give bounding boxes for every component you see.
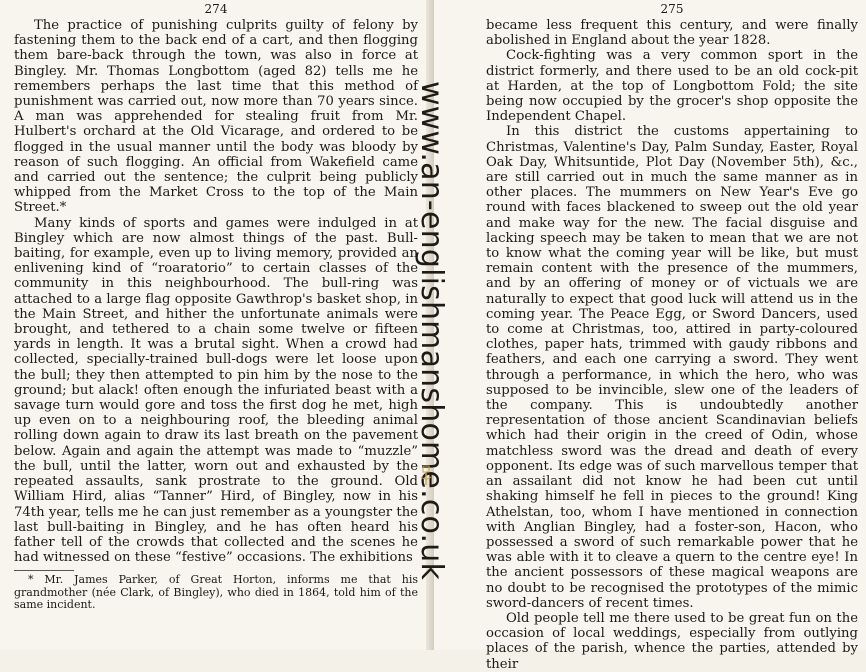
crest-seal-icon bbox=[419, 465, 433, 487]
right-page-body bbox=[486, 18, 858, 672]
paragraph-cock-fighting: Cock-fighting was a very common sport in the district formerly, and there used to be an old cock-pit at Harden, at the top of Longbottom Fold; the site being now occupied by the grocer's shop opposite the Independent Chapel. bbox=[486, 48, 858, 125]
paragraph-weddings: Old people tell me there used to be great fun on the occasion of local weddings, especially from outlying places of the parish, whence the parties, attended by their bbox=[486, 610, 858, 672]
watermark-text: www.an-englishmanshome.co.uk bbox=[414, 80, 450, 580]
footnote-rule bbox=[14, 570, 74, 571]
left-page-body bbox=[14, 18, 418, 565]
paragraph-customs: In this district the customs appertaining to Christmas, Valentine's Day, Palm Sunday, Easter, Royal Oak Day, Whitsuntide, Plot Day (November 5th), &c., are still carried out in much the same manner as in other places. The mummers on New Year's Eve go round with faces blackened to sweep out the old year and make way for the new. The facial disguise and lacking speech may be taken to mean that we are not to know what the coming year will be like, but must remain content with the presence of the mummers, and by an offering of money or of victuals we are naturally to expect that good luck will attend us in the coming year. The Peace Egg, or Sword Dancers, used to come at Christmas, too, attired in party-coloured clothes, paper hats, trimmed with gaudy ribbons and feathers, and each one carrying a sword. They went through a performance, in which the hero, who was supposed to be invincible, slew one of the leaders of the company. This is undoubtedly another representation of those ancient Scandinavian beliefs which had their origin in the creed of Odin, whose matchless sword was the dread and death of every opponent. Its edge was of such marvellous temper that an assailant did not know he had been cut until shaking himself he fell in pieces to the ground! King Athelstan, too, whom I have mentioned in connection with Anglian Bingley, had a foster-son, Hacon, who possessed a sword of such remarkable power that he was able with it to cleave a quern to the centre eye! In the ancient possessors of these magical weapons are no doubt to be recognised the prototypes of the mimic sword-dancers of recent times. bbox=[486, 124, 858, 611]
paragraph-bull-baiting: Many kinds of sports and games were indulged in at Bingley which are now almost things of the past. Bull-baiting, for example, even up to living memory, provided an enlivening kind of “roaratorio” to certain classes of the community in this neighbourhood. The bull-ring was attached to a large flag opposite Gawthrop's basket shop, in the Main Street, and hither the unfortunate animals were brought, and tethered to a chain some twelve or fifteen yards in length. It was a brutal sight. When a crowd had collected, specially-trained bull-dogs were let loose upon the bull; they then attempted to pin him by the nose to the ground; but alack! often enough the infuriated beast with a savage turn would gore and toss the first dog he met, high up even on to a neighbouring roof, the bleeding animal rolling down again to draw its last breath on the pavement below. Again and again the attempt was made to “muzzle” the bull, until the latter, worn out and exhausted by the repeated assaults, sank prostrate to the ground. Old William Hird, alias “Tanner” Hird, of Bingley, now in his 74th year, tells me he can just remember as a youngster the last bull-baiting in Bingley, and he has often heard his father tell of the crowds that collected and the scenes he had witnessed on these “festive” occasions. The exhibitions bbox=[14, 215, 418, 566]
right-page bbox=[434, 0, 866, 672]
paragraph-flogging: The practice of punishing culprits guilty of felony by fastening them to the back end of a cart, and then flogging them bare-back through the town, was also in force at Bingley. Mr. Thomas Longbottom (aged 82) tells me he remembers perhaps the last time that this method of punishment was carried out, now more than 70 years since. A man was apprehended for stealing fruit from Mr. Hulbert's orchard at the Old Vicarage, and ordered to be flogged in the usual manner until the body was bloody by reason of such flogging. An official from Wakefield came and carried out the sentence; the culprit being publicly whipped from the Market Cross to the top of the Main Street.* bbox=[14, 18, 418, 216]
left-page-number: 274 bbox=[204, 2, 228, 16]
footnote: * Mr. James Parker, of Great Horton, informs me that his grandmother (née Clark, of Bingley), who died in 1864, told him of the same incident. bbox=[14, 573, 418, 612]
right-page-number: 275 bbox=[660, 2, 684, 16]
paragraph-continuation: became less frequent this century, and were finally abolished in England about the year 1828. bbox=[486, 18, 858, 49]
left-page bbox=[0, 0, 434, 650]
